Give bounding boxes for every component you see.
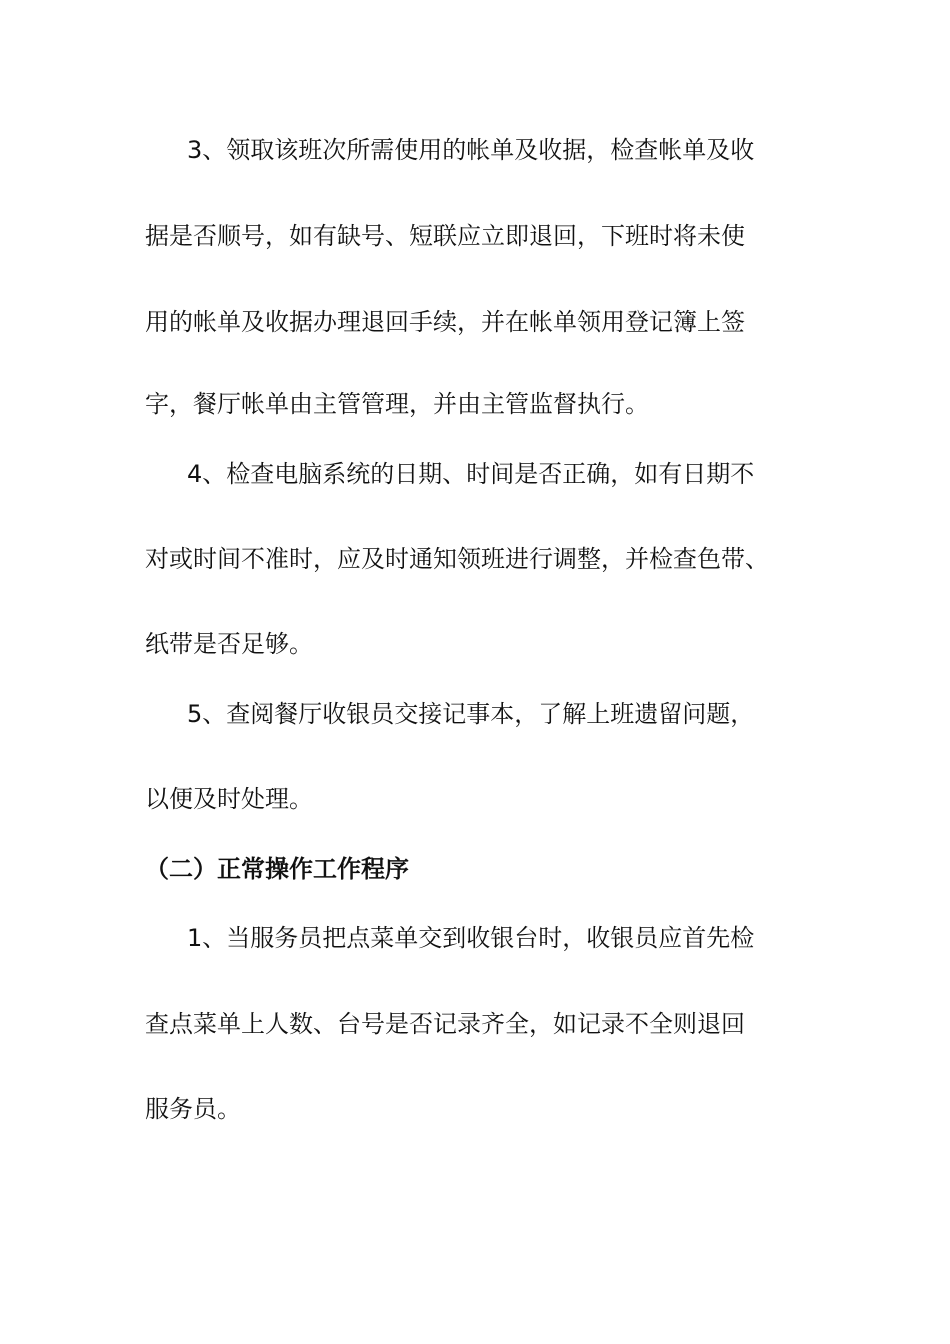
section-heading: （二）正常操作工作程序: [145, 855, 409, 883]
paragraph-1-line-3: 服务员。: [145, 1095, 241, 1123]
paragraph-4-line-1: 4、检查电脑系统的日期、时间是否正确，如有日期不: [187, 460, 755, 488]
paragraph-3-line-3: 用的帐单及收据办理退回手续，并在帐单领用登记簿上签: [145, 308, 745, 336]
paragraph-5-line-2: 以便及时处理。: [145, 785, 313, 813]
paragraph-3-line-4: 字，餐厅帐单由主管管理，并由主管监督执行。: [145, 390, 649, 418]
paragraph-5-line-1: 5、查阅餐厅收银员交接记事本，了解上班遗留问题，: [187, 700, 755, 728]
paragraph-1-line-1: 1、当服务员把点菜单交到收银台时，收银员应首先检: [187, 924, 755, 952]
paragraph-4-line-2: 对或时间不准时，应及时通知领班进行调整，并检查色带、: [145, 545, 769, 573]
paragraph-3-line-1: 3、领取该班次所需使用的帐单及收据，检查帐单及收: [187, 136, 755, 164]
paragraph-4-line-3: 纸带是否足够。: [145, 630, 313, 658]
paragraph-1-line-2: 查点菜单上人数、台号是否记录齐全，如记录不全则退回: [145, 1010, 745, 1038]
paragraph-3-line-2: 据是否顺号，如有缺号、短联应立即退回，下班时将未使: [145, 222, 745, 250]
